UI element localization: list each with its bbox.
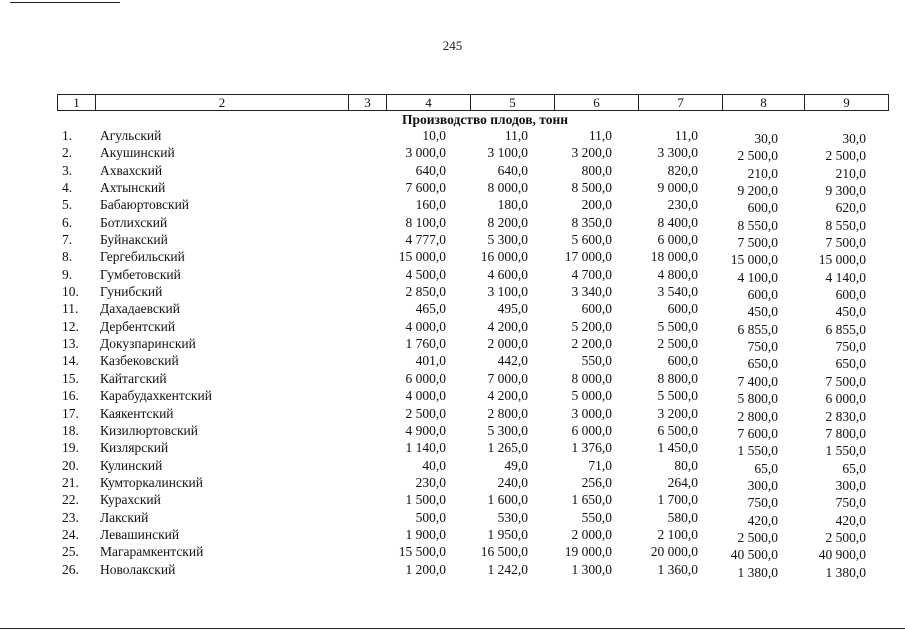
value-cell-5: 240,0 (497, 474, 528, 490)
header-cell: 9 (805, 95, 889, 111)
value-cell-6: 71,0 (588, 457, 612, 473)
value-cell-9: 40 900,0 (818, 547, 866, 563)
row-number: 12. (62, 318, 79, 334)
district-name: Кумторкалинский (100, 474, 203, 490)
table-row (0, 371, 905, 388)
value-cell-8: 30,0 (754, 131, 778, 146)
table-row (0, 180, 905, 197)
table-row (0, 458, 905, 475)
value-cell-5: 640,0 (497, 162, 528, 178)
value-cell-4: 230,0 (415, 474, 446, 490)
value-cell-5: 2 800,0 (487, 405, 528, 421)
value-cell-9: 600,0 (835, 287, 866, 303)
value-cell-8: 450,0 (747, 304, 778, 320)
table-row (0, 284, 905, 301)
value-cell-8: 750,0 (747, 495, 778, 511)
district-name: Дахадаевский (100, 301, 180, 317)
value-cell-4: 7 600,0 (405, 180, 446, 196)
row-number: 19. (62, 440, 79, 456)
page-number: 245 (442, 38, 463, 53)
value-cell-4: 160,0 (415, 197, 446, 213)
value-cell-7: 6 500,0 (657, 422, 698, 438)
row-number: 5. (62, 197, 73, 213)
district-name: Лакский (100, 509, 149, 525)
value-cell-6: 5 000,0 (571, 388, 612, 404)
row-number: 1. (62, 128, 73, 143)
district-name: Кизлярский (100, 440, 169, 456)
value-cell-7: 18 000,0 (650, 249, 698, 265)
data-rows (0, 128, 905, 579)
district-name: Бабаюртовский (100, 197, 190, 213)
row-number: 25. (62, 544, 79, 560)
value-cell-8: 2 500,0 (737, 148, 778, 164)
row-number: 10. (62, 284, 79, 300)
row-number: 11. (62, 301, 79, 317)
value-cell-6: 8 350,0 (571, 214, 612, 230)
value-cell-9: 6 855,0 (825, 321, 866, 337)
value-cell-4: 401,0 (415, 353, 446, 369)
value-cell-9: 210,0 (835, 165, 866, 181)
value-cell-8: 420,0 (747, 512, 778, 528)
value-cell-9: 1 380,0 (825, 564, 866, 580)
table-row (0, 301, 905, 318)
value-cell-4: 1 200,0 (405, 561, 446, 577)
value-cell-5: 530,0 (497, 509, 528, 525)
value-cell-9: 450,0 (835, 304, 866, 320)
value-cell-4: 8 100,0 (405, 214, 446, 230)
value-cell-6: 3 200,0 (571, 145, 612, 161)
value-cell-6: 4 700,0 (571, 266, 612, 282)
table-row (0, 544, 905, 561)
table-row (0, 440, 905, 457)
table-row (0, 353, 905, 370)
table-row (0, 527, 905, 544)
value-cell-9: 620,0 (835, 200, 866, 216)
value-cell-9: 750,0 (835, 339, 866, 355)
row-number: 7. (62, 232, 73, 248)
value-cell-6: 1 376,0 (571, 440, 612, 456)
value-cell-5: 11,0 (504, 128, 528, 143)
district-name: Кизилюртовский (100, 422, 198, 438)
table-row (0, 197, 905, 214)
value-cell-8: 8 550,0 (737, 217, 778, 233)
row-number: 6. (62, 214, 73, 230)
value-cell-6: 11,0 (588, 128, 612, 143)
value-cell-5: 3 100,0 (487, 284, 528, 300)
table-row (0, 267, 905, 284)
district-name: Новолакский (100, 561, 176, 577)
section-title: Производство плодов, тонн (401, 112, 569, 127)
table-row (0, 249, 905, 266)
table-row (0, 145, 905, 162)
header-cell: 4 (387, 95, 471, 111)
district-name: Гергебильский (100, 249, 185, 265)
row-number: 15. (62, 370, 79, 386)
value-cell-5: 8 000,0 (487, 180, 528, 196)
row-number: 8. (62, 249, 73, 265)
value-cell-9: 2 500,0 (825, 148, 866, 164)
value-cell-5: 180,0 (497, 197, 528, 213)
value-cell-8: 2 800,0 (737, 408, 778, 424)
district-name: Докузпаринский (100, 336, 196, 352)
value-cell-8: 2 500,0 (737, 529, 778, 545)
value-cell-8: 1 550,0 (737, 443, 778, 459)
row-number: 3. (62, 162, 73, 178)
value-cell-5: 3 100,0 (487, 145, 528, 161)
row-number: 17. (62, 405, 79, 421)
value-cell-8: 4 100,0 (737, 269, 778, 285)
value-cell-5: 4 200,0 (487, 318, 528, 334)
value-cell-9: 15 000,0 (818, 252, 866, 268)
value-cell-6: 1 650,0 (571, 492, 612, 508)
value-cell-7: 8 400,0 (657, 214, 698, 230)
value-cell-7: 11,0 (674, 128, 698, 143)
value-cell-4: 2 500,0 (405, 405, 446, 421)
table-row (0, 423, 905, 440)
value-cell-7: 580,0 (667, 509, 698, 525)
value-cell-8: 5 800,0 (737, 391, 778, 407)
value-cell-9: 2 830,0 (825, 408, 866, 424)
value-cell-8: 750,0 (747, 339, 778, 355)
value-cell-5: 5 300,0 (487, 422, 528, 438)
value-cell-6: 1 300,0 (571, 561, 612, 577)
value-cell-5: 1 600,0 (487, 492, 528, 508)
value-cell-4: 4 777,0 (405, 232, 446, 248)
district-name: Ботлихский (100, 214, 168, 230)
value-cell-8: 7 600,0 (737, 425, 778, 441)
value-cell-9: 9 300,0 (825, 183, 866, 199)
value-cell-8: 650,0 (747, 356, 778, 372)
value-cell-6: 600,0 (581, 301, 612, 317)
value-cell-5: 16 500,0 (480, 544, 528, 560)
district-name: Левашинский (100, 526, 180, 542)
value-cell-4: 15 000,0 (398, 249, 446, 265)
district-name: Буйнакский (100, 232, 168, 248)
value-cell-7: 9 000,0 (657, 180, 698, 196)
table-row (0, 510, 905, 527)
value-cell-9: 7 500,0 (825, 235, 866, 251)
value-cell-4: 4 900,0 (405, 422, 446, 438)
value-cell-5: 1 242,0 (487, 561, 528, 577)
value-cell-4: 40,0 (422, 457, 446, 473)
row-number: 18. (62, 422, 79, 438)
value-cell-5: 5 300,0 (487, 232, 528, 248)
header-cell: 6 (555, 95, 639, 111)
value-cell-6: 2 200,0 (571, 336, 612, 352)
value-cell-5: 442,0 (497, 353, 528, 369)
value-cell-5: 4 200,0 (487, 388, 528, 404)
value-cell-5: 4 600,0 (487, 266, 528, 282)
value-cell-8: 65,0 (754, 460, 778, 476)
row-number: 23. (62, 509, 79, 525)
row-number: 13. (62, 336, 79, 352)
value-cell-4: 4 000,0 (405, 388, 446, 404)
value-cell-8: 600,0 (747, 287, 778, 303)
scan-artifact-line (10, 2, 120, 3)
row-number: 20. (62, 457, 79, 473)
value-cell-9: 300,0 (835, 477, 866, 493)
value-cell-8: 7 500,0 (737, 235, 778, 251)
table-row (0, 232, 905, 249)
header-cell: 5 (471, 95, 555, 111)
value-cell-7: 20 000,0 (650, 544, 698, 560)
district-name: Казбековский (100, 353, 179, 369)
value-cell-4: 640,0 (415, 162, 446, 178)
district-name: Агульский (100, 128, 162, 143)
value-cell-5: 1 950,0 (487, 526, 528, 542)
value-cell-9: 1 550,0 (825, 443, 866, 459)
value-cell-4: 1 140,0 (405, 440, 446, 456)
district-name: Дербентский (100, 318, 176, 334)
row-number: 24. (62, 526, 79, 542)
value-cell-7: 1 360,0 (657, 561, 698, 577)
district-name: Кайтагский (100, 370, 167, 386)
value-cell-8: 40 500,0 (730, 547, 778, 563)
value-cell-7: 1 450,0 (657, 440, 698, 456)
value-cell-7: 3 300,0 (657, 145, 698, 161)
value-cell-6: 8 000,0 (571, 370, 612, 386)
district-name: Акушинский (100, 145, 175, 161)
value-cell-7: 8 800,0 (657, 370, 698, 386)
value-cell-5: 7 000,0 (487, 370, 528, 386)
row-number: 16. (62, 388, 79, 404)
value-cell-6: 550,0 (581, 509, 612, 525)
value-cell-5: 16 000,0 (480, 249, 528, 265)
value-cell-6: 256,0 (581, 474, 612, 490)
table-row (0, 163, 905, 180)
value-cell-6: 550,0 (581, 353, 612, 369)
value-cell-4: 465,0 (415, 301, 446, 317)
value-cell-9: 420,0 (835, 512, 866, 528)
table-row (0, 319, 905, 336)
value-cell-4: 4 000,0 (405, 318, 446, 334)
value-cell-8: 9 200,0 (737, 183, 778, 199)
value-cell-7: 6 000,0 (657, 232, 698, 248)
district-name: Каякентский (100, 405, 174, 421)
value-cell-4: 15 500,0 (398, 544, 446, 560)
value-cell-8: 15 000,0 (730, 252, 778, 268)
row-number: 9. (62, 266, 73, 282)
value-cell-6: 6 000,0 (571, 422, 612, 438)
value-cell-4: 3 000,0 (405, 145, 446, 161)
column-number-header (57, 94, 889, 111)
value-cell-7: 1 700,0 (657, 492, 698, 508)
value-cell-9: 8 550,0 (825, 217, 866, 233)
value-cell-9: 4 140,0 (825, 269, 866, 285)
table-row (0, 562, 905, 579)
row-number: 22. (62, 492, 79, 508)
header-cell: 8 (723, 95, 805, 111)
table-row (0, 475, 905, 492)
value-cell-8: 600,0 (747, 200, 778, 216)
value-cell-7: 3 540,0 (657, 284, 698, 300)
value-cell-4: 1 760,0 (405, 336, 446, 352)
value-cell-6: 5 600,0 (571, 232, 612, 248)
table-row (0, 406, 905, 423)
value-cell-5: 2 000,0 (487, 336, 528, 352)
value-cell-6: 8 500,0 (571, 180, 612, 196)
value-cell-6: 17 000,0 (564, 249, 612, 265)
value-cell-7: 264,0 (667, 474, 698, 490)
value-cell-6: 19 000,0 (564, 544, 612, 560)
value-cell-7: 80,0 (674, 457, 698, 473)
scan-artifact-line (0, 628, 905, 629)
value-cell-7: 4 800,0 (657, 266, 698, 282)
district-name: Ахвахский (100, 162, 163, 178)
row-number: 14. (62, 353, 79, 369)
row-number: 4. (62, 180, 73, 196)
value-cell-4: 4 500,0 (405, 266, 446, 282)
row-number: 26. (62, 561, 79, 577)
value-cell-6: 800,0 (581, 162, 612, 178)
district-name: Магарамкентский (100, 544, 204, 560)
value-cell-5: 1 265,0 (487, 440, 528, 456)
header-cell: 7 (639, 95, 723, 111)
value-cell-4: 1 500,0 (405, 492, 446, 508)
value-cell-7: 2 100,0 (657, 526, 698, 542)
district-name: Ахтынский (100, 180, 166, 196)
value-cell-7: 5 500,0 (657, 318, 698, 334)
table-row (0, 388, 905, 405)
row-number: 2. (62, 145, 73, 161)
value-cell-8: 210,0 (747, 165, 778, 181)
value-cell-8: 6 855,0 (737, 321, 778, 337)
table-row (0, 336, 905, 353)
value-cell-7: 600,0 (667, 301, 698, 317)
value-cell-4: 2 850,0 (405, 284, 446, 300)
value-cell-9: 65,0 (842, 460, 866, 476)
value-cell-6: 3 000,0 (571, 405, 612, 421)
value-cell-5: 8 200,0 (487, 214, 528, 230)
value-cell-9: 2 500,0 (825, 529, 866, 545)
value-cell-5: 49,0 (504, 457, 528, 473)
value-cell-6: 3 340,0 (571, 284, 612, 300)
header-cell: 3 (349, 95, 387, 111)
value-cell-8: 1 380,0 (737, 564, 778, 580)
district-name: Гунибский (100, 284, 163, 300)
value-cell-6: 2 000,0 (571, 526, 612, 542)
value-cell-7: 600,0 (667, 353, 698, 369)
value-cell-7: 230,0 (667, 197, 698, 213)
value-cell-9: 7 500,0 (825, 373, 866, 389)
value-cell-4: 6 000,0 (405, 370, 446, 386)
district-name: Курахский (100, 492, 161, 508)
value-cell-4: 1 900,0 (405, 526, 446, 542)
value-cell-8: 300,0 (747, 477, 778, 493)
value-cell-4: 10,0 (422, 128, 446, 143)
header-cell: 2 (96, 95, 349, 111)
header-cell: 1 (58, 95, 96, 111)
district-name: Кулинский (100, 457, 163, 473)
district-name: Гумбетовский (100, 266, 181, 282)
value-cell-9: 30,0 (842, 131, 866, 146)
district-name: Карабудахкентский (100, 388, 212, 404)
row-number: 21. (62, 474, 79, 490)
value-cell-7: 3 200,0 (657, 405, 698, 421)
value-cell-6: 200,0 (581, 197, 612, 213)
value-cell-8: 7 400,0 (737, 373, 778, 389)
value-cell-9: 6 000,0 (825, 391, 866, 407)
value-cell-7: 2 500,0 (657, 336, 698, 352)
value-cell-9: 7 800,0 (825, 425, 866, 441)
value-cell-7: 5 500,0 (657, 388, 698, 404)
value-cell-7: 820,0 (667, 162, 698, 178)
table-row (0, 215, 905, 232)
value-cell-6: 5 200,0 (571, 318, 612, 334)
value-cell-4: 500,0 (415, 509, 446, 525)
value-cell-5: 495,0 (497, 301, 528, 317)
value-cell-9: 750,0 (835, 495, 866, 511)
table-row (0, 128, 905, 145)
table-row (0, 492, 905, 509)
value-cell-9: 650,0 (835, 356, 866, 372)
